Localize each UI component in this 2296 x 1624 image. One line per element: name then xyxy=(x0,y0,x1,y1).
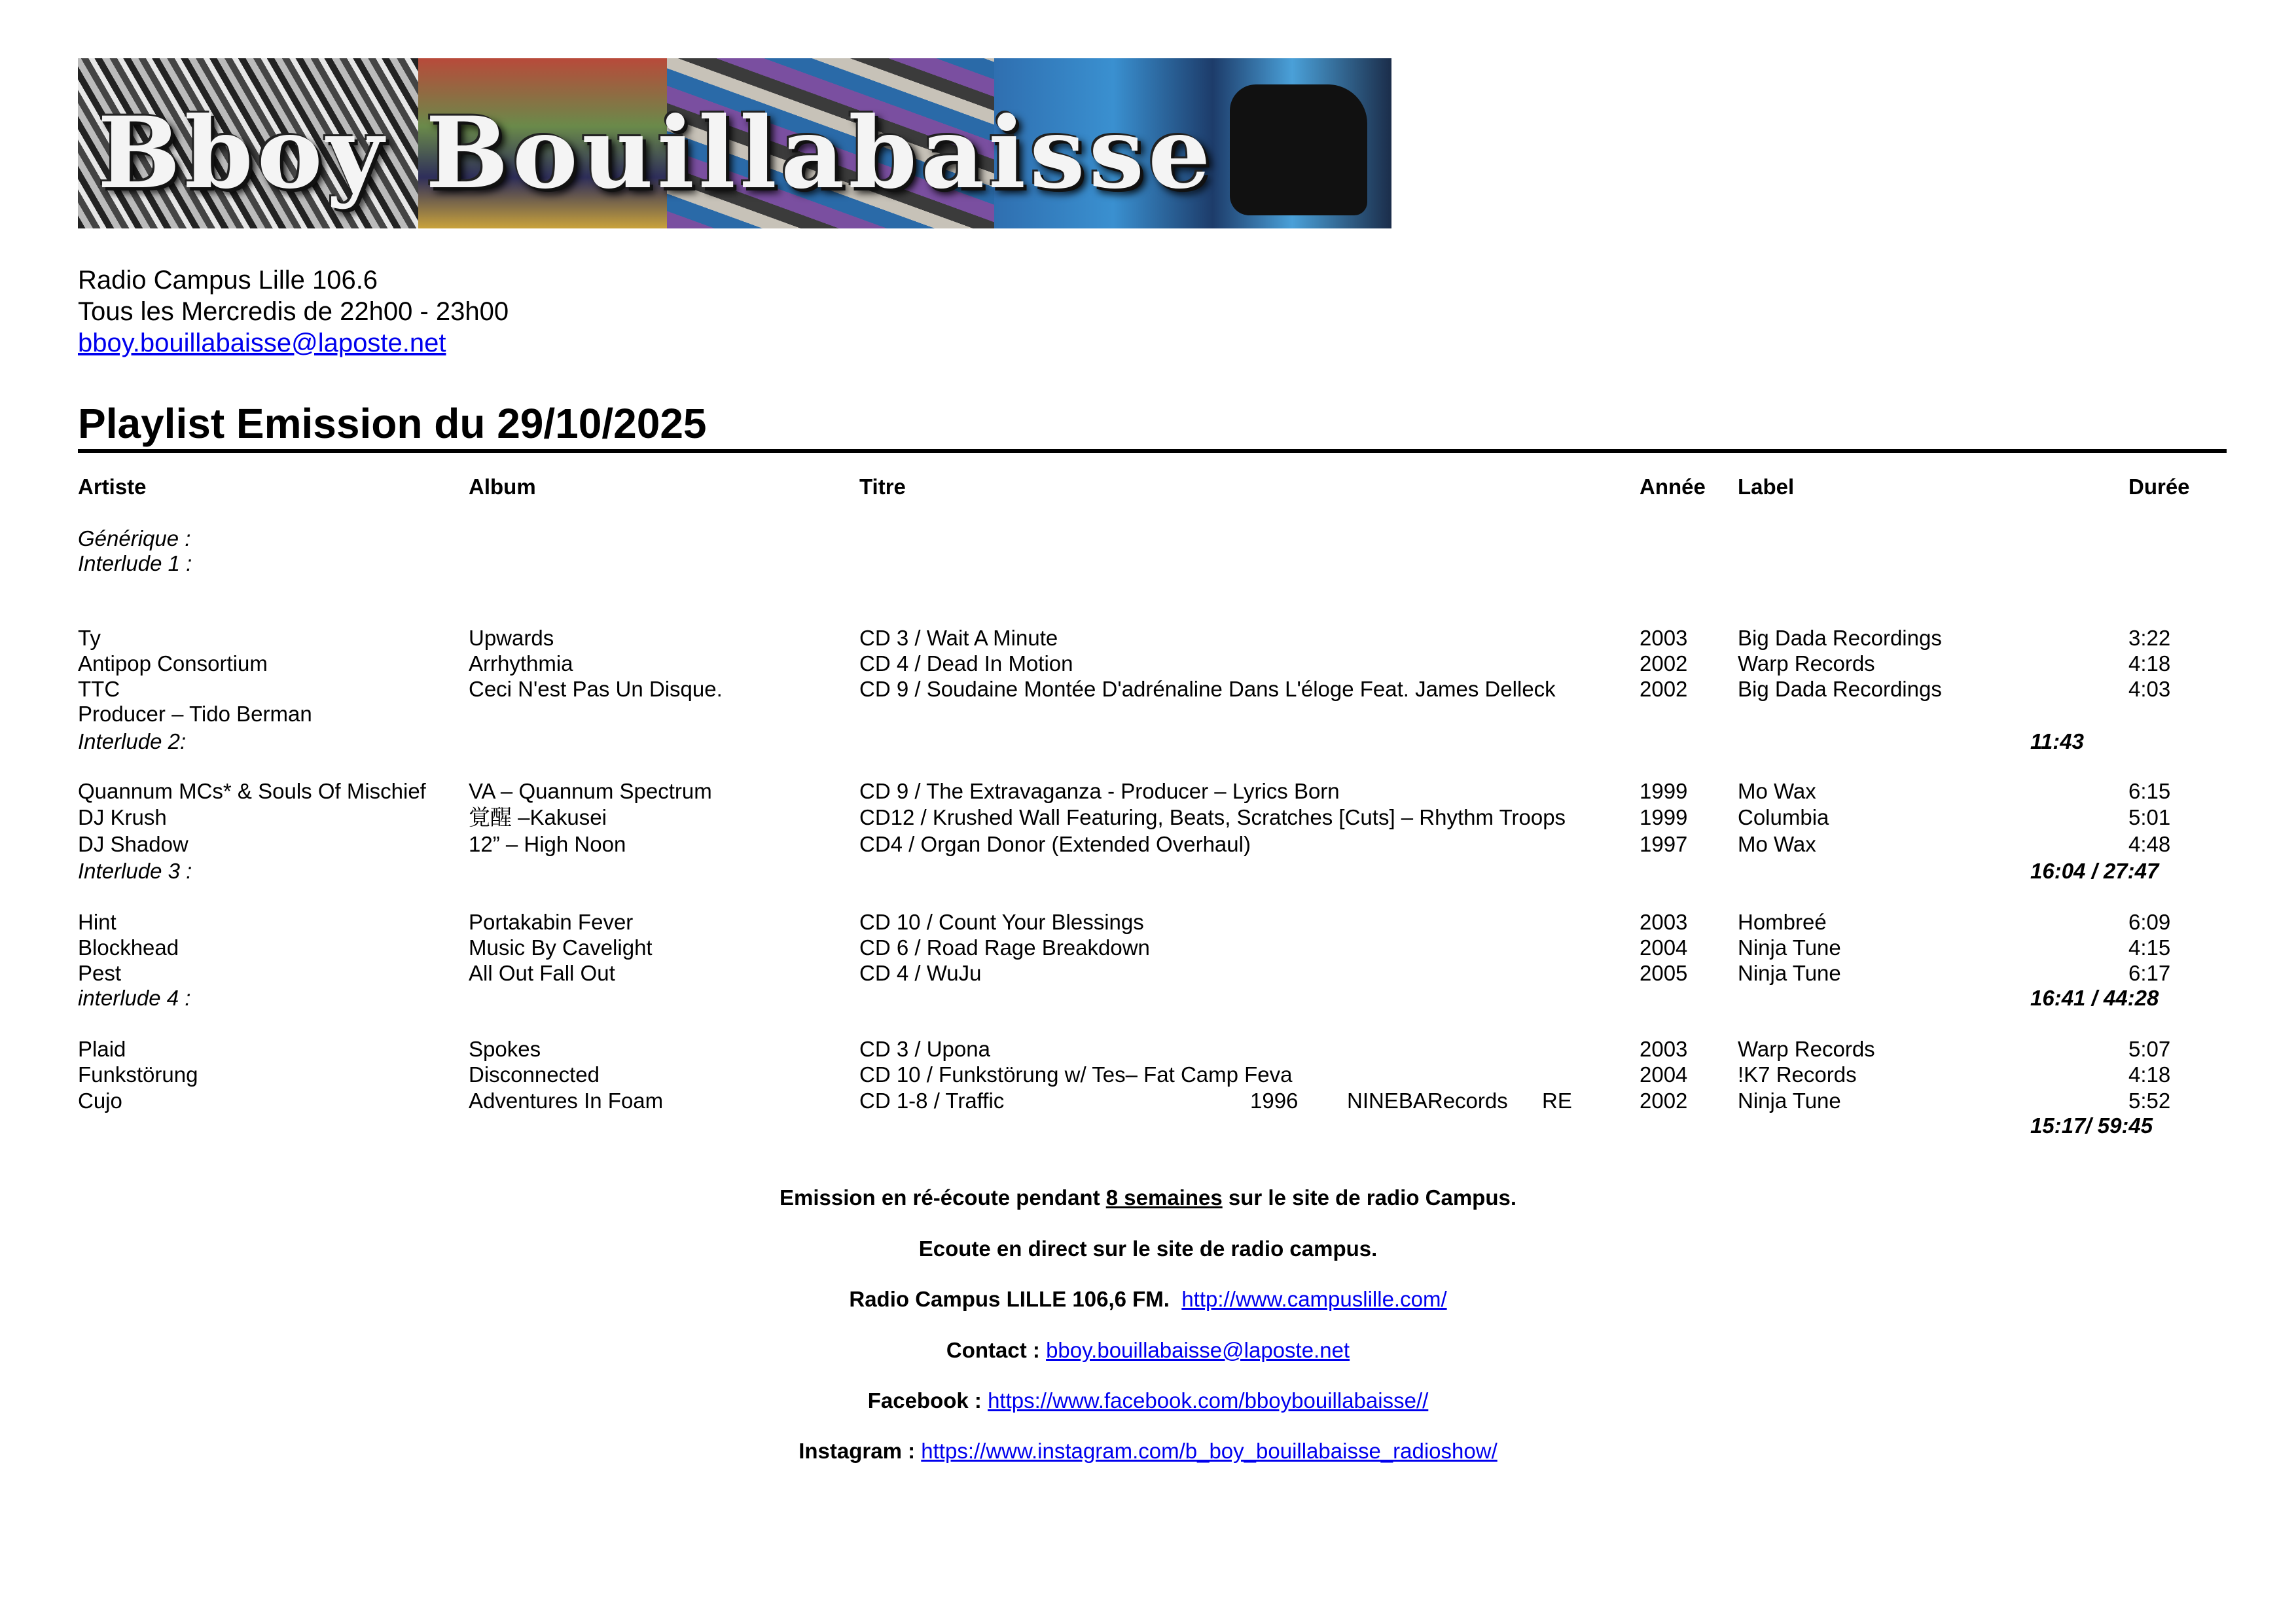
track-duration: 6:15 xyxy=(2128,779,2171,803)
track-duration: 5:52 xyxy=(2128,1089,2171,1113)
track-year: 2004 xyxy=(1640,935,1688,960)
footer-instagram-label: Instagram : xyxy=(798,1439,916,1463)
track-album: Arrhythmia xyxy=(469,651,573,676)
column-header-label: Label xyxy=(1738,475,1795,499)
footer-contact xyxy=(0,1337,2296,1363)
track-title: CD12 / Krushed Wall Featuring, Beats, Scratches [Cuts] – Rhythm Troops xyxy=(859,805,1566,829)
track-label: Ninja Tune xyxy=(1738,935,1841,960)
footer-radio xyxy=(0,1286,2296,1312)
track-artist: Cujo xyxy=(78,1089,122,1113)
track-duration: 4:15 xyxy=(2128,935,2171,960)
track-album: Disconnected xyxy=(469,1062,600,1087)
track-year: 1997 xyxy=(1640,832,1688,856)
track-album: Adventures In Foam xyxy=(469,1089,664,1113)
track-title: CD 9 / Soudaine Montée D'adrénaline Dans L'éloge Feat. James Delleck xyxy=(859,677,1556,701)
track-artist: Blockhead xyxy=(78,935,179,960)
banner-title: Bboy Bouillabaisse xyxy=(98,96,1215,211)
track-album: VA – Quannum Spectrum xyxy=(469,779,712,803)
track-year: 2002 xyxy=(1640,677,1688,701)
page-title: Playlist Emission du 29/10/2025 xyxy=(78,398,2227,453)
footer-facebook-label: Facebook : xyxy=(867,1388,982,1413)
track-artist: Producer – Tido Berman xyxy=(78,702,312,726)
footer-reecoute xyxy=(0,1185,2296,1211)
final-total: 15:17/ 59:45 xyxy=(2030,1113,2153,1138)
column-header-title: Titre xyxy=(859,475,906,499)
track-album: Portakabin Fever xyxy=(469,910,634,934)
track-artist: Ty xyxy=(78,626,101,650)
track-title: CD 10 / Funkstörung w/ Tes– Fat Camp Feva xyxy=(859,1062,1293,1087)
track-title: CD 6 / Road Rage Breakdown xyxy=(859,935,1150,960)
station-email-link[interactable]: bboy.bouillabaisse@laposte.net xyxy=(78,329,446,357)
interlude-4-label: interlude 4 : xyxy=(78,986,191,1010)
track-year: 2003 xyxy=(1640,910,1688,934)
track-title: CD 4 / WuJu xyxy=(859,961,982,985)
track-year: 2003 xyxy=(1640,1037,1688,1061)
track-album: Spokes xyxy=(469,1037,541,1061)
track-album: Music By Cavelight xyxy=(469,935,653,960)
track-label: Ninja Tune xyxy=(1738,961,1841,985)
track-label: Big Dada Recordings xyxy=(1738,626,1942,650)
footer-contact-email-link[interactable]: bboy.bouillabaisse@laposte.net xyxy=(1046,1338,1350,1362)
track-artist: Funkstörung xyxy=(78,1062,198,1087)
generique-label: Générique : xyxy=(78,526,191,550)
track-label: Ninja Tune xyxy=(1738,1089,1841,1113)
track-label: Warp Records xyxy=(1738,1037,1875,1061)
track-year: 2002 xyxy=(1640,651,1688,676)
cujo-extra-year: 1996 xyxy=(1250,1089,1299,1113)
track-year: 1999 xyxy=(1640,805,1688,829)
track-label: Warp Records xyxy=(1738,651,1875,676)
track-duration: 3:22 xyxy=(2128,626,2171,650)
footer-direct: Ecoute en direct sur le site de radio campus. xyxy=(918,1236,1378,1261)
track-album: All Out Fall Out xyxy=(469,961,615,985)
track-title: CD 3 / Upona xyxy=(859,1037,990,1061)
track-label: Mo Wax xyxy=(1738,832,1816,856)
track-title: CD 9 / The Extravaganza - Producer – Lyrics Born xyxy=(859,779,1340,803)
track-label: Hombreé xyxy=(1738,910,1827,934)
banner-graffiti-black-shape xyxy=(1230,84,1367,215)
track-duration: 6:17 xyxy=(2128,961,2171,985)
track-label: Big Dada Recordings xyxy=(1738,677,1942,701)
footer-radio-label: Radio Campus LILLE 106,6 FM. xyxy=(849,1287,1170,1311)
track-title: CD 10 / Count Your Blessings xyxy=(859,910,1144,934)
track-artist: DJ Krush xyxy=(78,805,167,829)
interlude-2-label: Interlude 2: xyxy=(78,729,187,753)
track-duration: 4:18 xyxy=(2128,1062,2171,1087)
track-artist: Quannum MCs* & Souls Of Mischief xyxy=(78,779,426,803)
track-album: Ceci N'est Pas Un Disque. xyxy=(469,677,723,701)
track-duration: 4:18 xyxy=(2128,651,2171,676)
track-year: 1999 xyxy=(1640,779,1688,803)
track-artist: TTC xyxy=(78,677,120,701)
cujo-extra-code: RE xyxy=(1542,1089,1572,1113)
column-header-year: Année xyxy=(1640,475,1706,499)
footer-instagram-link[interactable]: https://www.instagram.com/b_boy_bouillabaisse_radioshow/ xyxy=(921,1439,1498,1463)
track-title: CD 1-8 / Traffic xyxy=(859,1089,1005,1113)
footer-facebook xyxy=(0,1388,2296,1414)
footer-reecoute-weeks: 8 semaines xyxy=(1105,1185,1223,1210)
track-album: Upwards xyxy=(469,626,554,650)
track-label: !K7 Records xyxy=(1738,1062,1857,1087)
footer-facebook-link[interactable]: https://www.facebook.com/bboybouillabaisse// xyxy=(988,1388,1429,1413)
track-album: 覚醒 –Kakusei xyxy=(469,805,607,829)
track-year: 2005 xyxy=(1640,961,1688,985)
track-duration: 5:01 xyxy=(2128,805,2171,829)
track-duration: 6:09 xyxy=(2128,910,2171,934)
footer-reecoute-post: sur le site de radio Campus. xyxy=(1222,1185,1517,1210)
track-year: 2002 xyxy=(1640,1089,1688,1113)
cujo-extra-label: NINEBARecords xyxy=(1347,1089,1508,1113)
track-year: 2004 xyxy=(1640,1062,1688,1087)
track-title: CD 4 / Dead In Motion xyxy=(859,651,1073,676)
footer-contact-label: Contact : xyxy=(946,1338,1040,1362)
track-artist: DJ Shadow xyxy=(78,832,188,856)
track-year: 2003 xyxy=(1640,626,1688,650)
track-duration: 4:48 xyxy=(2128,832,2171,856)
track-artist: Plaid xyxy=(78,1037,126,1061)
track-title: CD 3 / Wait A Minute xyxy=(859,626,1058,650)
footer-radio-link[interactable]: http://www.campuslille.com/ xyxy=(1181,1287,1447,1311)
interlude-3-total: 16:04 / 27:47 xyxy=(2030,859,2159,883)
track-artist: Antipop Consortium xyxy=(78,651,268,676)
track-duration: 5:07 xyxy=(2128,1037,2171,1061)
interlude-3-label: Interlude 3 : xyxy=(78,859,192,883)
track-label: Columbia xyxy=(1738,805,1829,829)
interlude-1-label: Interlude 1 : xyxy=(78,551,192,575)
track-duration: 4:03 xyxy=(2128,677,2171,701)
interlude-4-total: 16:41 / 44:28 xyxy=(2030,986,2159,1010)
footer-reecoute-pre: Emission en ré-écoute pendant xyxy=(779,1185,1106,1210)
column-header-album: Album xyxy=(469,475,536,499)
footer-instagram xyxy=(0,1438,2296,1464)
station-schedule: Tous les Mercredis de 22h00 - 23h00 xyxy=(78,297,509,326)
column-header-duration: Durée xyxy=(2128,475,2190,499)
track-artist: Hint xyxy=(78,910,117,934)
track-artist: Pest xyxy=(78,961,122,985)
track-title: CD4 / Organ Donor (Extended Overhaul) xyxy=(859,832,1251,856)
column-header-artist: Artiste xyxy=(78,475,147,499)
track-label: Mo Wax xyxy=(1738,779,1816,803)
interlude-2-total: 11:43 xyxy=(2030,729,2084,753)
banner-image xyxy=(78,58,1391,228)
track-album: 12” – High Noon xyxy=(469,832,626,856)
station-info xyxy=(78,264,509,359)
station-name: Radio Campus Lille 106.6 xyxy=(78,266,378,295)
